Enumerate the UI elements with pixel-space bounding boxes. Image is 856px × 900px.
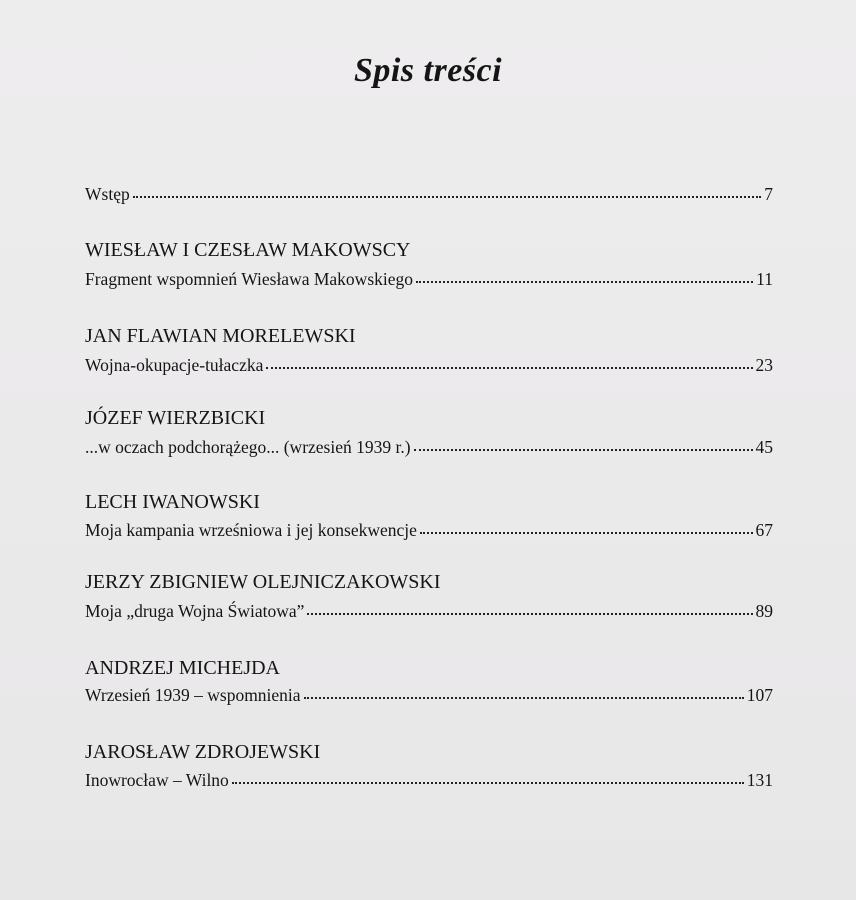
toc-entry-title: Wojna-okupacje-tułaczka bbox=[85, 355, 264, 375]
toc-author: JERZY ZBIGNIEW OLEJNICZAKOWSKI bbox=[85, 571, 441, 593]
toc-author: JAN FLAWIAN MORELEWSKI bbox=[85, 325, 356, 347]
toc-entry-page: 131 bbox=[746, 770, 773, 790]
dot-leader bbox=[266, 367, 752, 369]
toc-entry-page: 11 bbox=[756, 269, 773, 289]
toc-entry bbox=[85, 770, 773, 791]
toc-entry-title: Wstęp bbox=[85, 184, 130, 204]
dot-leader bbox=[307, 613, 752, 615]
toc-entry-title: Fragment wspomnień Wiesława Makowskiego bbox=[85, 269, 414, 289]
toc-author: LECH IWANOWSKI bbox=[85, 491, 260, 513]
toc-entry-title: ...w oczach podchorążego... (wrzesień 1939 r.) bbox=[85, 437, 411, 457]
toc-entry bbox=[85, 355, 773, 376]
dot-leader bbox=[232, 782, 744, 784]
toc-entry-page: 7 bbox=[764, 184, 773, 204]
toc-entry-intro bbox=[85, 184, 773, 205]
toc-entry bbox=[85, 685, 773, 706]
dot-leader bbox=[304, 697, 744, 699]
dot-leader bbox=[414, 449, 753, 451]
toc-author: JÓZEF WIERZBICKI bbox=[85, 407, 266, 429]
dot-leader bbox=[416, 281, 753, 283]
toc-entry-title: Moja „druga Wojna Światowa” bbox=[85, 601, 305, 621]
toc-entry bbox=[85, 437, 773, 458]
toc-entry-title: Wrzesień 1939 – wspomnienia bbox=[85, 685, 301, 705]
dot-leader bbox=[420, 532, 753, 534]
toc-entry-page: 23 bbox=[755, 355, 773, 375]
dot-leader bbox=[133, 196, 762, 198]
page-title: Spis treści bbox=[353, 52, 503, 89]
toc-entry-title: Inowrocław – Wilno bbox=[85, 770, 229, 790]
toc-entry bbox=[85, 520, 773, 541]
toc-author: ANDRZEJ MICHEJDA bbox=[85, 657, 280, 679]
toc-entry bbox=[85, 601, 773, 622]
toc-entry-page: 67 bbox=[755, 520, 773, 540]
toc-entry-page: 45 bbox=[755, 437, 773, 457]
toc-entry-page: 107 bbox=[746, 685, 773, 705]
toc-entry-page: 89 bbox=[755, 601, 773, 621]
toc-entry-title: Moja kampania wrześniowa i jej konsekwencje bbox=[85, 520, 417, 540]
toc-author: JAROSŁAW ZDROJEWSKI bbox=[85, 741, 321, 763]
toc-author: WIESŁAW I CZESŁAW MAKOWSCY bbox=[85, 239, 411, 261]
toc-entry bbox=[85, 269, 773, 290]
